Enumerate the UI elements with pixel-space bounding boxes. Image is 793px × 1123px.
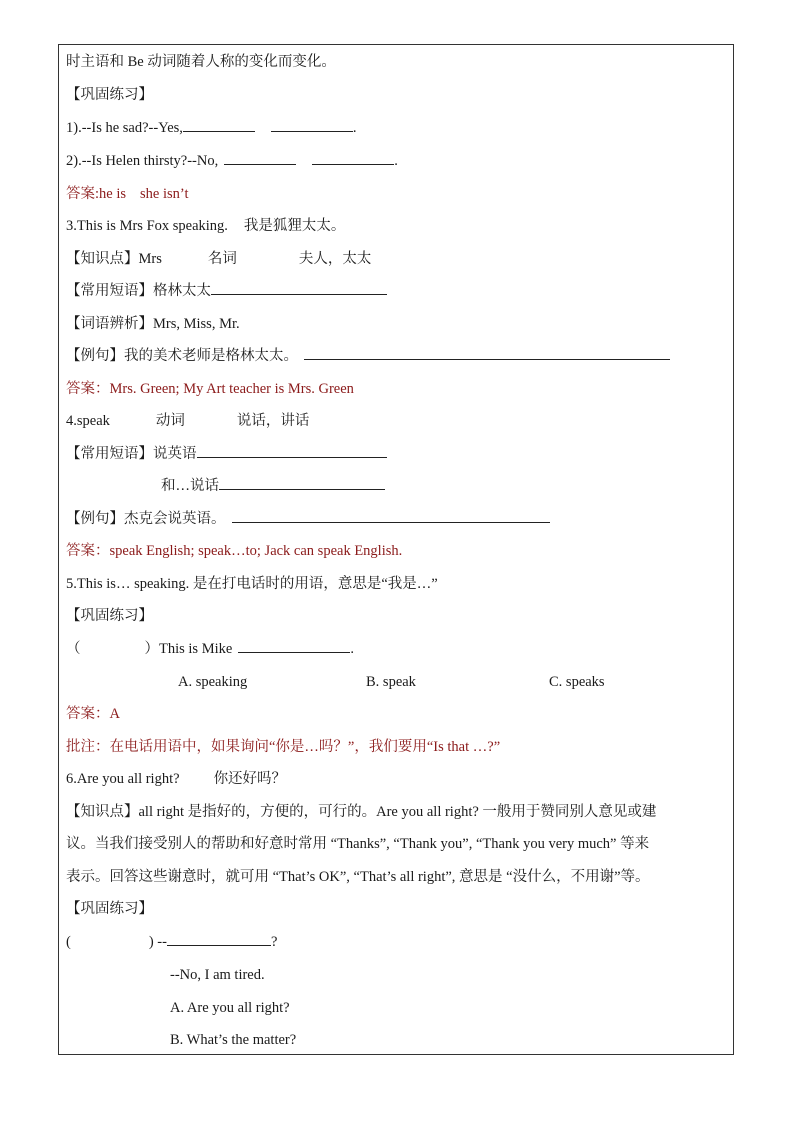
answer-blank[interactable] xyxy=(238,636,350,653)
answer-blank[interactable] xyxy=(219,473,385,490)
text-line: 【例句】杰克会说英语。 xyxy=(66,506,550,532)
text-line: 议。当我们接受别人的帮助和好意时常用 “Thanks”, “Thank you”, “Thank you very much” 等来 xyxy=(66,836,650,852)
dialogue-line: --No, I am tired. xyxy=(170,967,265,983)
answer-blank[interactable] xyxy=(211,278,387,295)
text-line: 4.speak 动词 说话，讲话 xyxy=(66,413,310,429)
answer-blank[interactable] xyxy=(224,148,296,165)
text-line: 【词语辨析】Mrs, Miss, Mr. xyxy=(66,316,240,332)
text-line: 表示。回答这些谢意时，就可用 “That’s OK”, “That’s all right”, 意思是 “没什么，不用谢”等。 xyxy=(66,869,650,885)
exercise-line: 2).--Is Helen thirsty?--No, . xyxy=(66,148,398,174)
option-c: C. speaks xyxy=(549,674,605,690)
answer-blank[interactable] xyxy=(167,929,271,946)
text-line: 6.Are you all right? 你还好吗？ xyxy=(66,771,287,787)
section-heading: 【巩固练习】 xyxy=(66,87,153,103)
option-a: A. speaking xyxy=(178,674,248,690)
option-b: B. What’s the matter? xyxy=(170,1032,297,1048)
section-heading: 【巩固练习】 xyxy=(66,608,153,624)
question-line: （ ）This is Mike . xyxy=(66,636,354,662)
exercise-line: 1).--Is he sad?--Yes, . xyxy=(66,115,357,141)
text-line: 【常用短语】说英语 xyxy=(66,441,387,467)
text-line: 【例句】我的美术老师是格林太太。 xyxy=(66,343,670,369)
option-a: A. Are you all right? xyxy=(170,1000,290,1016)
answer-blank[interactable] xyxy=(197,441,387,458)
answer-line: 答案：Mrs. Green; My Art teacher is Mrs. Green xyxy=(66,381,354,397)
text-line: 3.This is Mrs Fox speaking. 我是狐狸太太。 xyxy=(66,218,346,234)
text-line: 时主语和 Be 动词随着人称的变化而变化。 xyxy=(66,54,336,70)
answer-blank[interactable] xyxy=(271,115,353,132)
option-b: B. speak xyxy=(366,674,416,690)
text-line: 和…说话 xyxy=(161,473,385,499)
text-line: 5.This is… speaking. 是在打电话时的用语，意思是“我是…” xyxy=(66,576,438,592)
answer-blank[interactable] xyxy=(304,343,670,360)
text-line: 【常用短语】格林太太 xyxy=(66,278,387,304)
answer-blank[interactable] xyxy=(312,148,394,165)
question-line: ( ) -- ? xyxy=(66,929,277,955)
answer-line: 答案：A xyxy=(66,706,120,722)
section-heading: 【巩固练习】 xyxy=(66,901,153,917)
answer-blank[interactable] xyxy=(232,506,550,523)
text-line: 【知识点】all right 是指好的，方便的，可行的。Are you all right? 一般用于赞同别人意见或建 xyxy=(66,804,657,820)
text-line: 【知识点】Mrs 名词 夫人，太太 xyxy=(66,251,372,267)
answer-blank[interactable] xyxy=(183,115,255,132)
answer-line: 答案：speak English; speak…to; Jack can speak English. xyxy=(66,543,403,559)
note-line: 批注：在电话用语中，如果询问“你是…吗？”，我们要用“Is that …?” xyxy=(66,739,501,755)
answer-line: 答案:he is she isn’t xyxy=(66,186,189,202)
